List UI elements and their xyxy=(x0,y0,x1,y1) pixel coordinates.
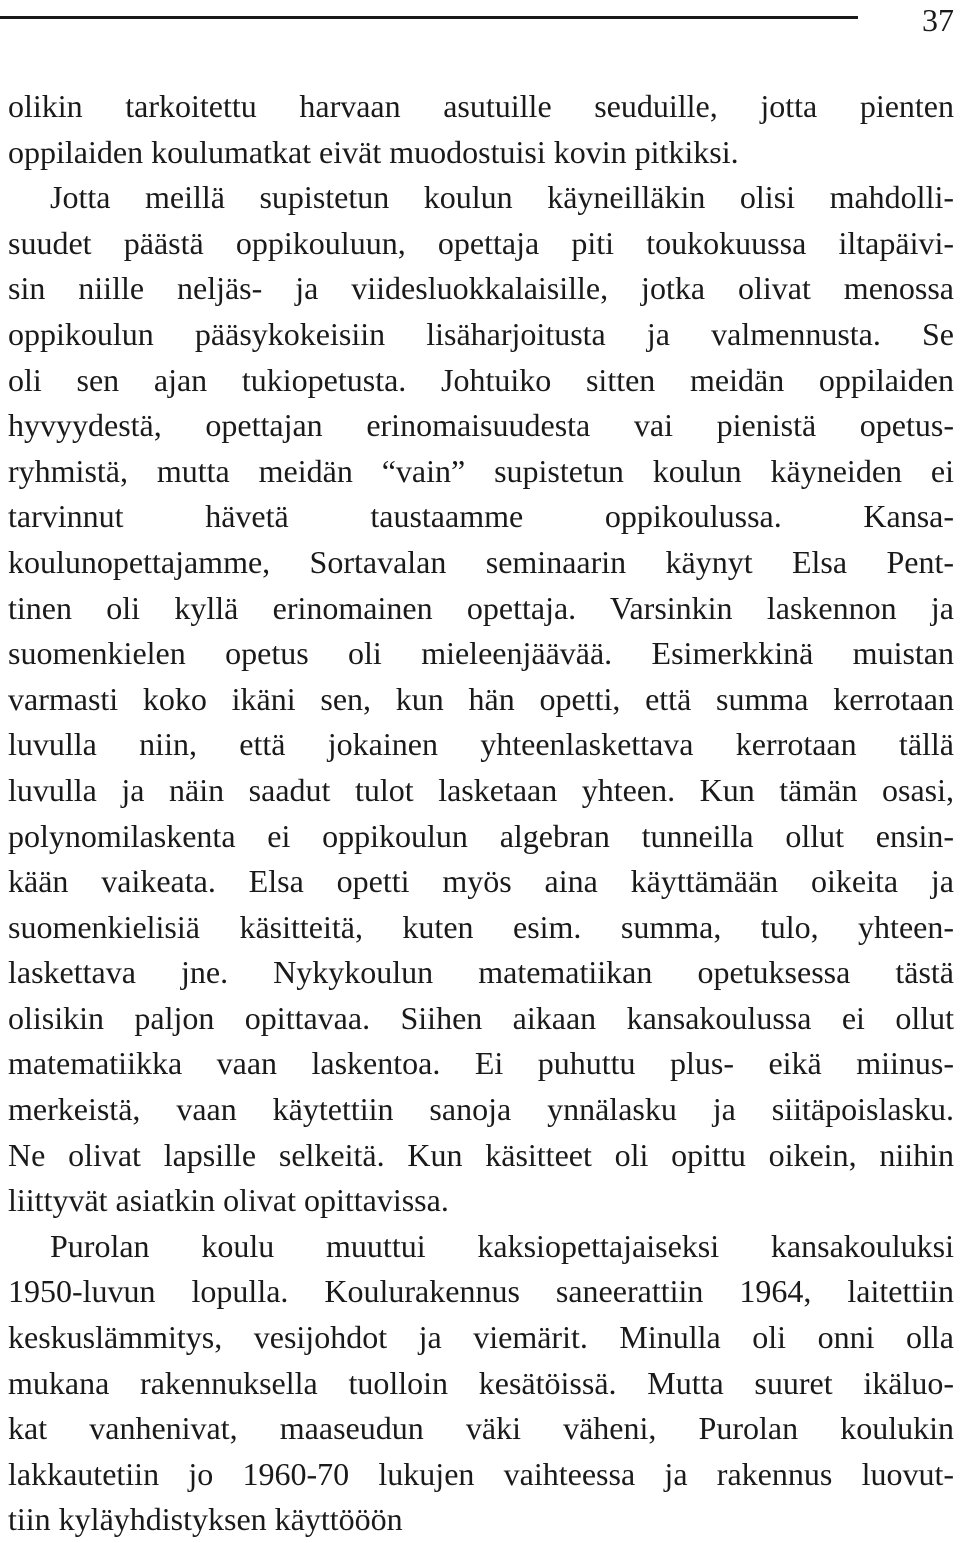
text-line: 1950-luvun lopulla. Koulurakennus saneerattiin 1964, laitettiin xyxy=(8,1273,954,1310)
paragraph xyxy=(8,175,954,1224)
text-line: luvulla niin, että jokainen yhteenlaskettava kerrotaan tällä xyxy=(8,726,954,763)
text-line: tiin kyläyhdistyksen käyttööön xyxy=(8,1501,403,1538)
text-line: Purolan koulu muuttui kaksiopettajaiseksi kansakouluksi xyxy=(50,1227,954,1264)
text-line: ryhmistä, mutta meidän “vain” supistetun koulun käyneiden ei xyxy=(8,452,954,489)
paragraph xyxy=(8,1224,954,1543)
text-line: olikin tarkoitettu harvaan asutuille seuduille, jotta pienten xyxy=(8,88,954,124)
text-line: Jotta meillä supistetun koulun käyneilläkin olisi mahdolli- xyxy=(50,179,954,216)
text-line: koulunopettajamme, Sortavalan seminaarin käynyt Elsa Pent- xyxy=(8,543,954,580)
page-number: 37 xyxy=(922,2,954,38)
text-line: tarvinnut hävetä taustaamme oppikoulussa. Kansa- xyxy=(8,498,954,535)
text-line: oli sen ajan tukiopetusta. Johtuiko sitten meidän oppilaiden xyxy=(8,361,954,398)
text-line: suudet päästä oppikouluun, opettaja piti toukokuussa iltapäivi- xyxy=(8,224,954,261)
text-line: oppikoulun pääsykokeisiin lisäharjoitusta ja valmennusta. Se xyxy=(8,315,954,352)
header-rule xyxy=(0,16,858,19)
text-line: suomenkielen opetus oli mieleenjäävää. Esimerkkinä muistan xyxy=(8,635,954,672)
text-line: luvulla ja näin saadut tulot lasketaan yhteen. Kun tämän osasi, xyxy=(8,771,954,808)
text-line: lakkautetiin jo 1960-70 lukujen vaihteessa ja rakennus luovut- xyxy=(8,1455,954,1492)
text-line: laskettava jne. Nykykoulun matematiikan opetuksessa tästä xyxy=(8,954,954,991)
text-line: merkeistä, vaan käytettiin sanoja ynnälasku ja siitäpoislasku. xyxy=(8,1091,954,1128)
text-line: oppilaiden koulumatkat eivät muodostuisi kovin pitkiksi. xyxy=(8,133,739,170)
text-line: suomenkielisiä käsitteitä, kuten esim. summa, tulo, yhteen- xyxy=(8,908,954,945)
text-line: Ne olivat lapsille selkeitä. Kun käsitteet oli opittu oikein, niihin xyxy=(8,1136,954,1173)
text-line: varmasti koko ikäni sen, kun hän opetti, että summa kerrotaan xyxy=(8,680,954,717)
text-line: tinen oli kyllä erinomainen opettaja. Varsinkin laskennon ja xyxy=(8,589,954,626)
text-line: kään vaikeata. Elsa opetti myös aina käyttämään oikeita ja xyxy=(8,863,954,900)
body-text xyxy=(8,84,954,1543)
text-line: kat vanhenivat, maaseudun väki väheni, Purolan koulukin xyxy=(8,1410,954,1447)
text-line: polynomilaskenta ei oppikoulun algebran tunneilla ollut ensin- xyxy=(8,817,954,854)
text-line: keskuslämmitys, vesijohdot ja viemärit. Minulla oli onni olla xyxy=(8,1319,954,1356)
text-line: liittyvät asiatkin olivat opittavissa. xyxy=(8,1182,449,1219)
paragraph xyxy=(8,84,954,175)
text-line: olisikin paljon opittavaa. Siihen aikaan kansakoulussa ei ollut xyxy=(8,999,954,1036)
text-line: sin niille neljäs- ja viidesluokkalaisille, jotka olivat menossa xyxy=(8,270,954,307)
text-line: matematiikka vaan laskentoa. Ei puhuttu plus- eikä miinus- xyxy=(8,1045,954,1082)
text-line: hyvyydestä, opettajan erinomaisuudesta vai pienistä opetus- xyxy=(8,407,954,444)
text-line: mukana rakennuksella tuolloin kesätöissä. Mutta suuret ikäluo- xyxy=(8,1364,954,1401)
